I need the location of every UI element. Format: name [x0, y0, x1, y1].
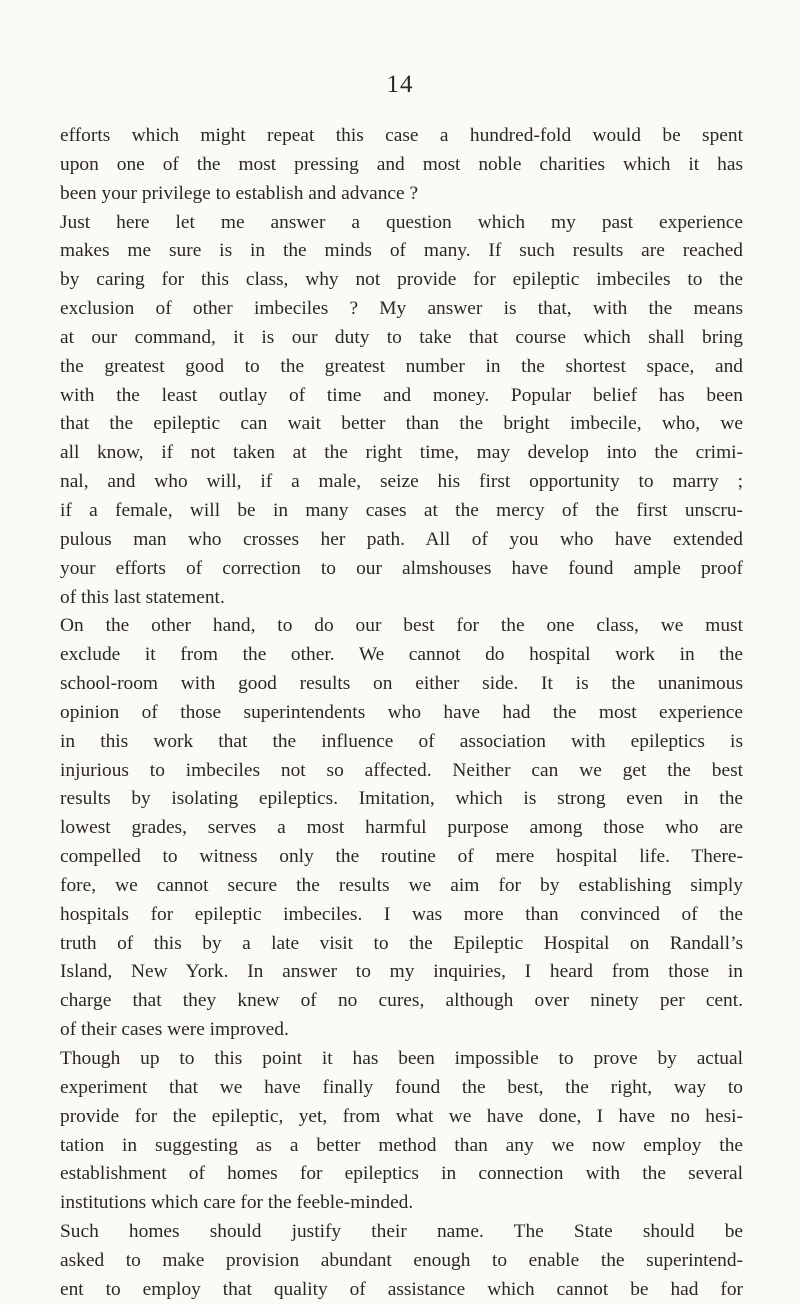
text-line: truth of this by a late visit to the Epileptic Hospital on Randall’s: [60, 932, 743, 954]
text-line: with the least outlay of time and money. Popular belief has been: [60, 384, 743, 406]
text-line: all know, if not taken at the right time, may develop into the crimi-: [60, 442, 743, 464]
text-line: establishment of homes for epileptics in connection with the several: [60, 1163, 743, 1185]
text-line: at our command, it is our duty to take that course which shall bring: [60, 326, 743, 348]
text-line: Such homes should justify their name. The State should be: [60, 1221, 743, 1243]
text-line: of their cases were improved.: [60, 1019, 289, 1041]
text-line: lowest grades, serves a most harmful purpose among those who are: [60, 817, 743, 839]
text-line: charge that they knew of no cures, although over ninety per cent.: [60, 990, 743, 1012]
text-line: compelled to witness only the routine of mere hospital life. There-: [60, 846, 743, 868]
text-line: On the other hand, to do our best for the one class, we must: [60, 615, 743, 637]
text-line: injurious to imbeciles not so affected. Neither can we get the best: [60, 759, 743, 781]
text-line: fore, we cannot secure the results we aim for by establishing simply: [60, 874, 743, 896]
text-line: asked to make provision abundant enough to enable the superintend-: [60, 1249, 743, 1271]
text-line: if a female, will be in many cases at the mercy of the first unscru-: [60, 499, 743, 521]
text-line: school-room with good results on either side. It is the unanimous: [60, 673, 743, 695]
text-line: upon one of the most pressing and most noble charities which it has: [60, 153, 743, 175]
text-line: of this last statement.: [60, 586, 225, 608]
text-line: pulous man who crosses her path. All of you who have extended: [60, 528, 743, 550]
text-line: Just here let me answer a question which my past experience: [60, 211, 743, 233]
text-line: provide for the epileptic, yet, from what we have done, I have no hesi-: [60, 1105, 743, 1127]
text-line: ent to employ that quality of assistance which cannot be had for: [60, 1278, 743, 1300]
text-line: Island, New York. In answer to my inquiries, I heard from those in: [60, 961, 743, 983]
page-number: 14: [386, 71, 414, 98]
text-line: makes me sure is in the minds of many. If such results are reached: [60, 240, 743, 262]
text-line: opinion of those superintendents who have had the most experience: [60, 701, 743, 723]
text-line: results by isolating epileptics. Imitation, which is strong even in the: [60, 788, 743, 810]
text-line: the greatest good to the greatest number in the shortest space, and: [60, 355, 743, 377]
text-line: experiment that we have finally found the best, the right, way to: [60, 1076, 743, 1098]
body-text: [60, 122, 743, 1305]
text-line: Though up to this point it has been impossible to prove by actual: [60, 1048, 743, 1069]
text-line: hospitals for epileptic imbeciles. I was more than convinced of the: [60, 903, 743, 925]
text-line: that the epileptic can wait better than the bright imbecile, who, we: [60, 413, 743, 435]
text-line: your efforts of correction to our almshouses have found ample proof: [60, 557, 743, 579]
text-line: institutions which care for the feeble-minded.: [60, 1192, 414, 1214]
text-line: exclusion of other imbeciles ? My answer is that, with the means: [60, 298, 743, 320]
text-line: in this work that the influence of association with epileptics is: [60, 730, 743, 752]
text-line: exclude it from the other. We cannot do hospital work in the: [60, 644, 743, 666]
text-line: efforts which might repeat this case a hundred-fold would be spent: [60, 125, 743, 146]
text-line: nal, and who will, if a male, seize his first opportunity to marry ;: [60, 471, 743, 493]
text-line: tation in suggesting as a better method than any we now employ the: [60, 1134, 743, 1156]
text-line: been your privilege to establish and advance ?: [60, 182, 419, 204]
text-line: by caring for this class, why not provide for epileptic imbeciles to the: [60, 269, 743, 291]
